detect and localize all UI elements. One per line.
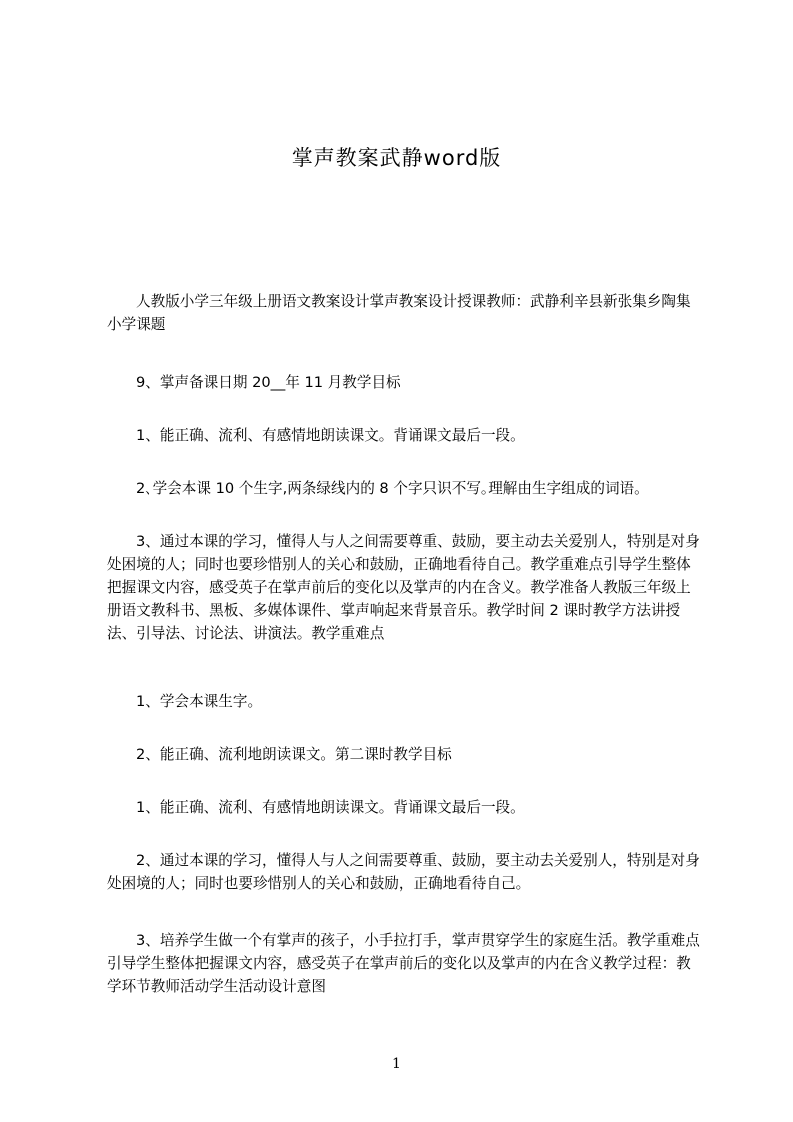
paragraph-difficulty-1: 1、学会本课生字。 [136,693,263,710]
paragraph-second-goal-3: 3、培养学生做一个有掌声的孩子，小手拉打手，掌声贯穿学生的家庭生活。教学重难点引导学生整体把握课文内容，感受英子在掌声前后的变化以及掌声的内在含义教学过程：教学环节教师活动学生活动设计意图 [107,932,700,995]
paragraph-second-goal-1: 1、能正确、流利、有感情地朗读课文。背诵课文最后一段。 [136,799,525,816]
paragraph-difficulty-2: 2、能正确、流利地朗读课文。第二课时教学目标 [136,746,452,763]
paragraph-second-goal-2: 2、通过本课的学习，懂得人与人之间需要尊重、鼓励，要主动去关爱别人，特别是对身处困境的人；同时也要珍惜别人的关心和鼓励，正确地看待自己。 [107,852,700,892]
page-number: 1 [392,1056,401,1072]
paragraph-goal-2: 2､学会本课 10 个生字,两条绿线内的 8 个字只识不写｡理解由生字组成的词语。 [136,480,649,497]
paragraph-goal-1: 1、能正确、流利、有感情地朗读课文。背诵课文最后一段。 [136,427,525,444]
paragraph-goal-3: 3、通过本课的学习，懂得人与人之间需要尊重、鼓励，要主动去关爱别人，特别是对身处困境的人；同时也要珍惜别人的关心和鼓励，正确地看待自己。教学重难点引导学生整体把握课文内容，感受英子在掌声前后的变化以及掌声的内在含义。教学准备人教版三年级上册语文教科书、黑板、多媒体课件、掌声响起来背景音乐。教学时间 2 课时教学方法讲授法、引导法、讨论法、讲演法。教学重难点 [107,533,700,642]
document-title: 掌声教案武静word版 [291,146,502,170]
paragraph-lesson-date: 9、掌声备课日期 20__年 11 月教学目标 [136,374,401,391]
paragraph-intro: 人教版小学三年级上册语文教案设计掌声教案设计授课教师：武静利辛县新张集乡陶集小学课题 [107,293,691,333]
